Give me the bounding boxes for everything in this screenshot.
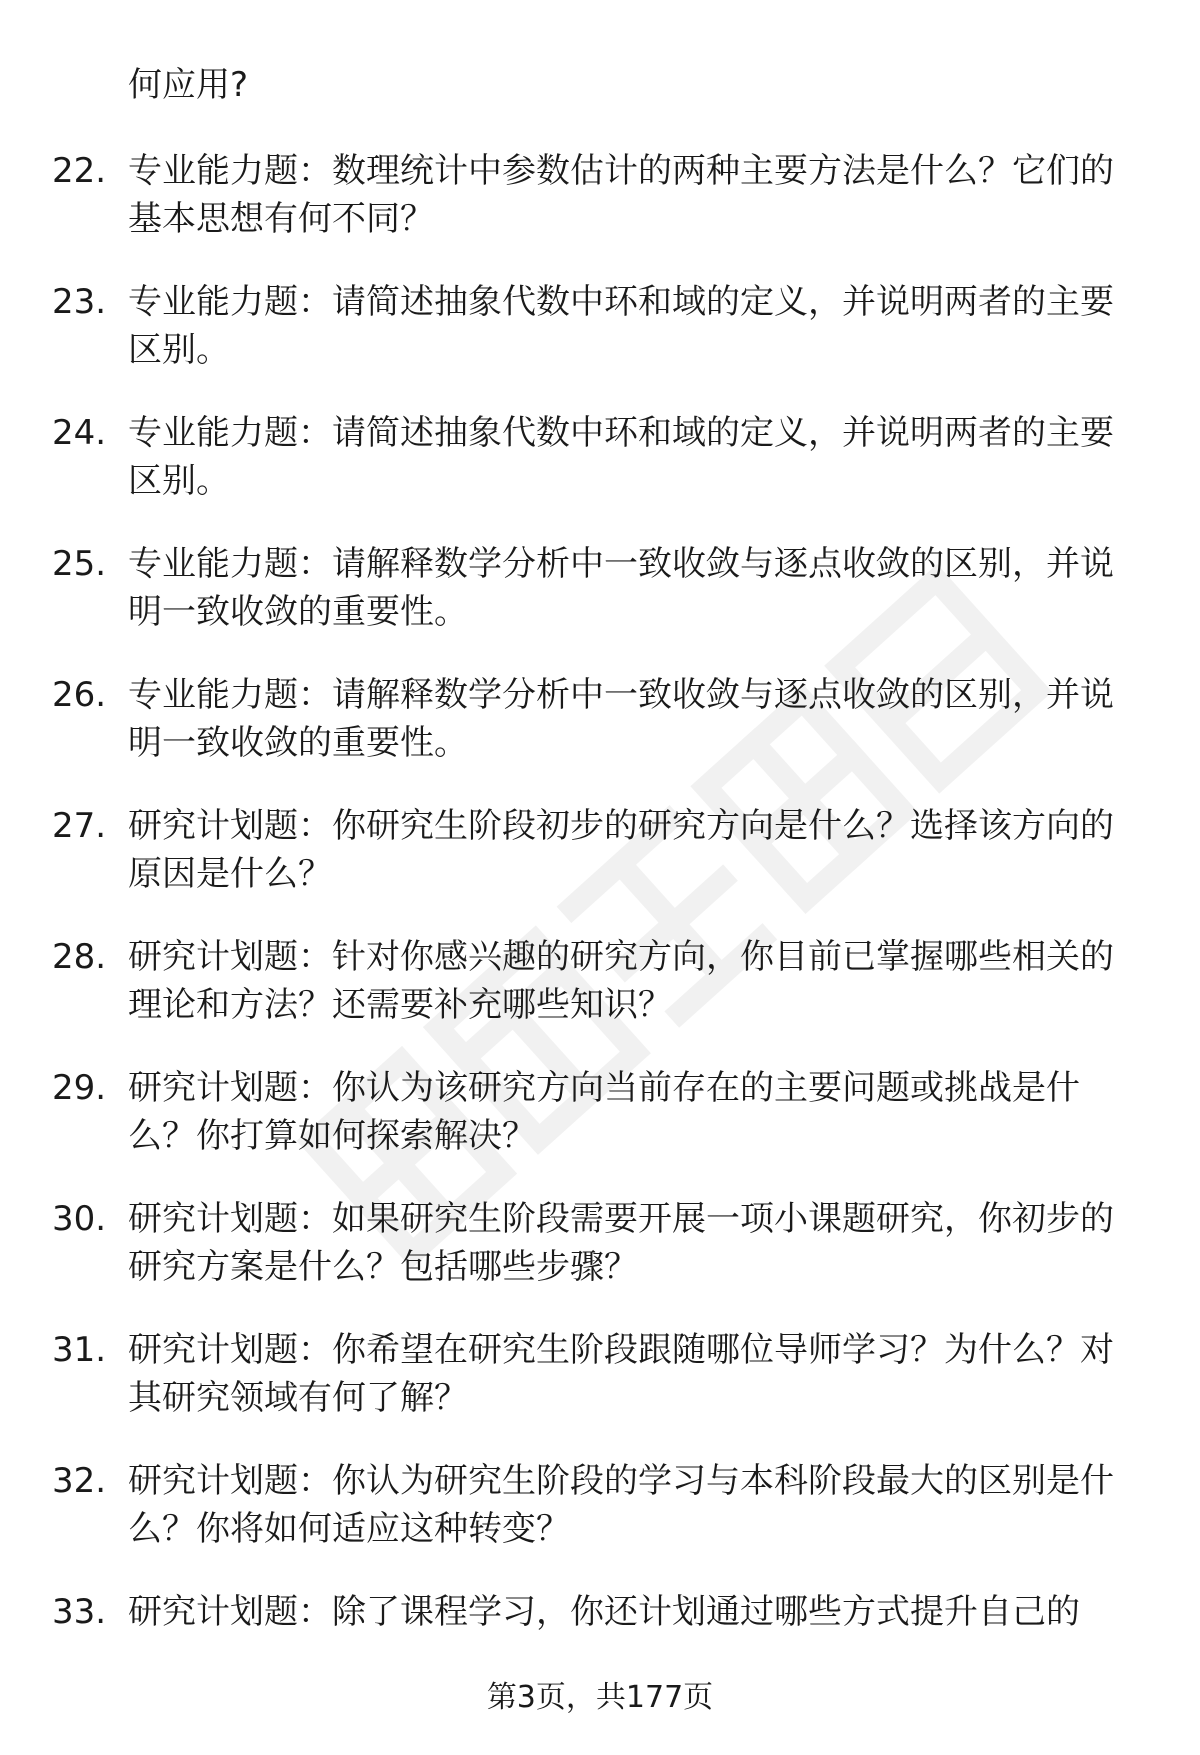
item-number: 29. bbox=[52, 1068, 107, 1108]
item-number: 26. bbox=[52, 675, 107, 715]
item-number: 32. bbox=[52, 1461, 107, 1501]
list-item bbox=[0, 802, 1200, 933]
continuation-text: 何应用? bbox=[128, 65, 249, 105]
list-item bbox=[0, 671, 1200, 802]
item-text: 专业能力题：请简述抽象代数中环和域的定义，并说明两者的主要区别。 bbox=[128, 413, 1114, 501]
page-footer: 第3页，共177页 bbox=[486, 1680, 714, 1715]
item-text: 研究计划题：针对你感兴趣的研究方向，你目前已掌握哪些相关的理论和方法？还需要补充哪些知识？ bbox=[128, 937, 1114, 1025]
list-item bbox=[0, 278, 1200, 409]
item-text: 专业能力题：请简述抽象代数中环和域的定义，并说明两者的主要区别。 bbox=[128, 282, 1114, 370]
list-item bbox=[0, 540, 1200, 671]
item-text: 研究计划题：如果研究生阶段需要开展一项小课题研究，你初步的研究方案是什么？包括哪些步骤？ bbox=[128, 1199, 1114, 1287]
list-item bbox=[0, 1457, 1200, 1588]
item-number: 30. bbox=[52, 1199, 107, 1239]
item-number: 25. bbox=[52, 544, 107, 584]
list-item bbox=[0, 147, 1200, 278]
item-number: 28. bbox=[52, 937, 107, 977]
question-list bbox=[0, 147, 1200, 1719]
item-text: 研究计划题：你希望在研究生阶段跟随哪位导师学习？为什么？对其研究领域有何了解？ bbox=[128, 1330, 1114, 1418]
item-number: 31. bbox=[52, 1330, 107, 1370]
list-item bbox=[0, 1195, 1200, 1326]
item-number: 22. bbox=[52, 151, 107, 191]
list-item bbox=[0, 1326, 1200, 1457]
item-text: 研究计划题：你研究生阶段初步的研究方向是什么？选择该方向的原因是什么？ bbox=[128, 806, 1114, 894]
list-item bbox=[0, 409, 1200, 540]
item-number: 24. bbox=[52, 413, 107, 453]
item-number: 33. bbox=[52, 1592, 107, 1632]
item-text: 专业能力题：请解释数学分析中一致收敛与逐点收敛的区别，并说明一致收敛的重要性。 bbox=[128, 675, 1114, 763]
item-number: 23. bbox=[52, 282, 107, 322]
item-text: 研究计划题：除了课程学习，你还计划通过哪些方式提升自己的 bbox=[128, 1592, 1080, 1632]
item-text: 研究计划题：你认为该研究方向当前存在的主要问题或挑战是什么？你打算如何探索解决？ bbox=[128, 1068, 1080, 1156]
list-item bbox=[0, 933, 1200, 1064]
list-item bbox=[0, 1064, 1200, 1195]
item-text: 专业能力题：数理统计中参数估计的两种主要方法是什么？它们的基本思想有何不同？ bbox=[128, 151, 1114, 239]
item-text: 研究计划题：你认为研究生阶段的学习与本科阶段最大的区别是什么？你将如何适应这种转变？ bbox=[128, 1461, 1114, 1549]
item-number: 27. bbox=[52, 806, 107, 846]
item-text: 专业能力题：请解释数学分析中一致收敛与逐点收敛的区别，并说明一致收敛的重要性。 bbox=[128, 544, 1114, 632]
